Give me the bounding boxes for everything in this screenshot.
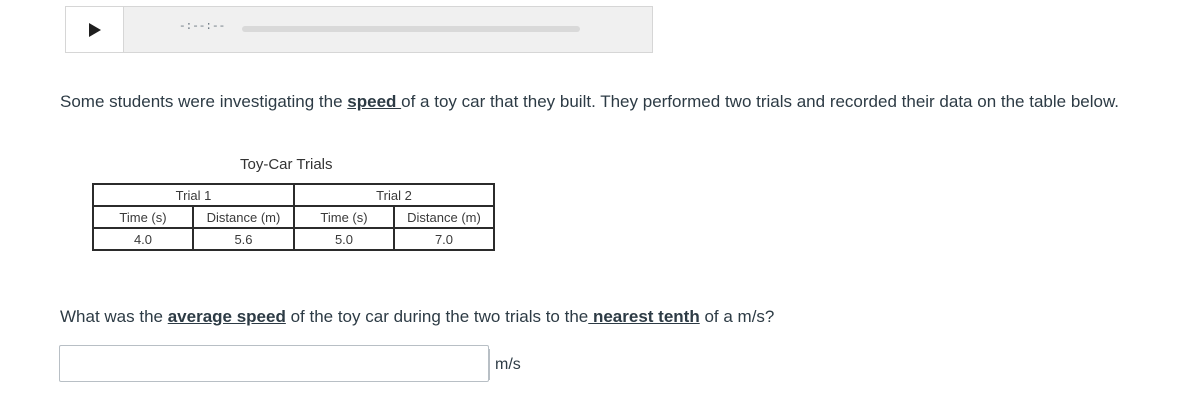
prompt-part-1: Some students were investigating the — [60, 92, 348, 111]
answer-input[interactable] — [59, 345, 489, 382]
trials-table — [92, 183, 495, 251]
audio-player — [65, 6, 653, 53]
column-header: Time (s) — [294, 206, 394, 228]
table-cell: 4.0 — [93, 228, 193, 250]
time-readout: -:--:-- — [179, 21, 226, 33]
prompt-emphasis-speed: speed — [347, 92, 402, 111]
table-cell: 7.0 — [394, 228, 494, 250]
question-part-2: of the toy car during the two trials to the — [285, 307, 589, 326]
prompt-text — [60, 92, 1119, 112]
table-group-header-row — [93, 184, 494, 206]
table-cell: 5.6 — [193, 228, 294, 250]
table-caption: Toy-Car Trials — [240, 156, 333, 173]
question-part-3: of a m/s? — [699, 307, 775, 326]
column-header: Time (s) — [93, 206, 193, 228]
table-row — [93, 228, 494, 250]
question-emphasis-average-speed: average speed — [167, 307, 286, 326]
table-cell: 5.0 — [294, 228, 394, 250]
answer-unit-label: m/s — [489, 349, 521, 380]
table-column-header-row — [93, 206, 494, 228]
question-emphasis-nearest-tenth: nearest tenth — [588, 307, 700, 326]
question-text — [60, 307, 774, 327]
column-header: Distance (m) — [394, 206, 494, 228]
question-part-1: What was the — [60, 307, 168, 326]
play-button[interactable] — [66, 7, 124, 52]
group-header-trial-1: Trial 1 — [93, 184, 294, 206]
play-icon — [89, 23, 101, 37]
prompt-part-2: of a toy car that they built. They performed two trials and recorded their data on the table below. — [401, 92, 1120, 111]
group-header-trial-2: Trial 2 — [294, 184, 494, 206]
seek-bar[interactable] — [242, 26, 580, 32]
column-header: Distance (m) — [193, 206, 294, 228]
